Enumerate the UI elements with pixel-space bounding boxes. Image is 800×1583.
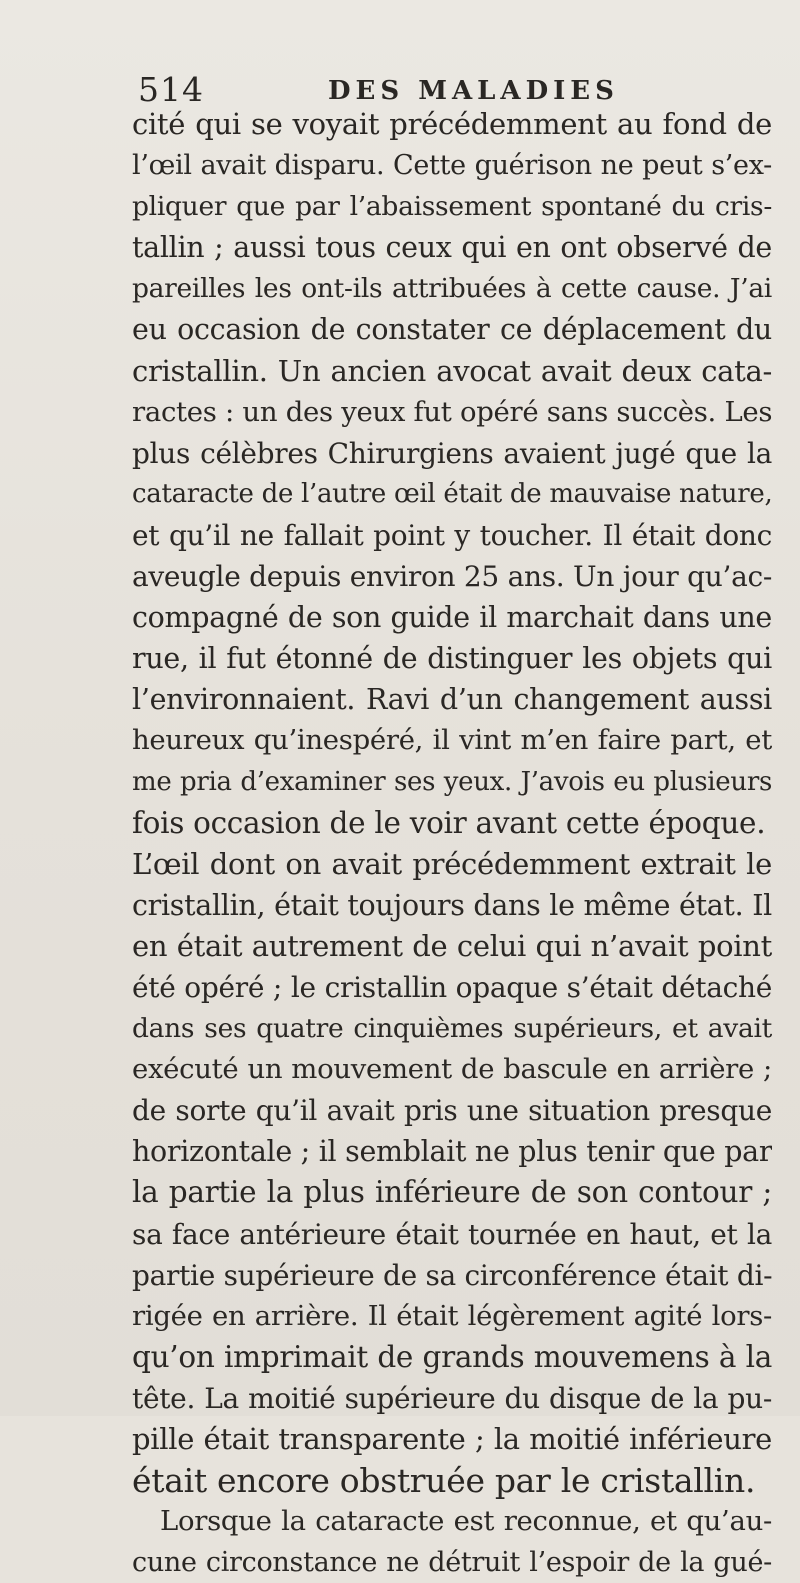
text-line: aveugle depuis environ 25 ans. Un jour qu’ac- <box>132 560 772 594</box>
text-line: cataracte de l’autre œil était de mauvaise nature, <box>132 478 772 509</box>
text-line: exécuté un mouvement de bascule en arrière ; <box>132 1053 772 1086</box>
text-line: cristallin, était toujours dans le même état. Il <box>132 888 772 922</box>
text-line: partie supérieure de sa circonférence était di- <box>132 1258 772 1292</box>
text-line: eu occasion de constater ce déplacement du <box>132 313 772 347</box>
text-line: l’environnaient. Ravi d’un changement aussi <box>132 683 772 717</box>
text-line: cristallin. Un ancien avocat avait deux cata- <box>132 353 772 388</box>
text-line: pareilles les ont-ils attribuées à cette cause. J’ai <box>132 273 772 305</box>
text-line: tête. La moitié supérieure du disque de la pu- <box>132 1381 772 1415</box>
text-line: et qu’il ne fallait point y toucher. Il était donc <box>132 518 772 552</box>
text-line: fois occasion de le voir avant cette époque. <box>132 805 766 840</box>
text-line: sa face antérieure était tournée en haut, et la <box>132 1217 772 1251</box>
text-line: rue, il fut étonné de distinguer les objets qui <box>132 642 772 676</box>
text-line: qu’on imprimait de grands mouvemens à la <box>132 1339 772 1374</box>
page-number: 514 <box>138 70 204 109</box>
running-head: DES MALADIES <box>328 76 619 106</box>
text-line: en était autrement de celui qui n’avait point <box>132 928 772 963</box>
text-line: Lorsque la cataracte est reconnue, et qu’au- <box>160 1505 772 1538</box>
text-line: me pria d’examiner ses yeux. J’avois eu plusieurs <box>132 766 772 797</box>
text-line: cune circonstance ne détruit l’espoir de la gué- <box>132 1547 772 1579</box>
text-line: l’œil avait disparu. Cette guérison ne peut s’ex- <box>132 150 772 182</box>
text-line: dans ses quatre cinquièmes supérieurs, et avait <box>132 1013 772 1045</box>
text-line: heureux qu’inespéré, il vint m’en faire part, et <box>132 724 772 757</box>
text-line: tallin ; aussi tous ceux qui en ont observé de <box>132 231 772 265</box>
text-line: la partie la plus inférieure de son contour ; <box>132 1175 772 1210</box>
text-line: de sorte qu’il avait pris une situation presque <box>132 1094 772 1128</box>
text-line: compagné de son guide il marchait dans une <box>132 601 772 635</box>
text-line: ractes : un des yeux fut opéré sans succès. Les <box>132 395 772 428</box>
body-text <box>132 104 772 1583</box>
text-line: L’œil dont on avait précédemment extrait le <box>132 846 772 881</box>
text-line: rigée en arrière. Il était légèrement agité lors- <box>132 1299 772 1332</box>
text-line: pliquer que par l’abaissement spontané du cris- <box>132 191 772 223</box>
text-line: été opéré ; le cristallin opaque s’était détaché <box>132 970 772 1004</box>
text-line: horizontale ; il semblait ne plus tenir que par <box>132 1135 772 1169</box>
text-line: était encore obstruée par le cristallin. <box>132 1461 756 1501</box>
text-line: cité qui se voyait précédemment au fond de <box>132 107 772 141</box>
text-line: pille était transparente ; la moitié inférieure <box>132 1422 772 1456</box>
text-line: plus célèbres Chirurgiens avaient jugé que la <box>132 436 772 470</box>
